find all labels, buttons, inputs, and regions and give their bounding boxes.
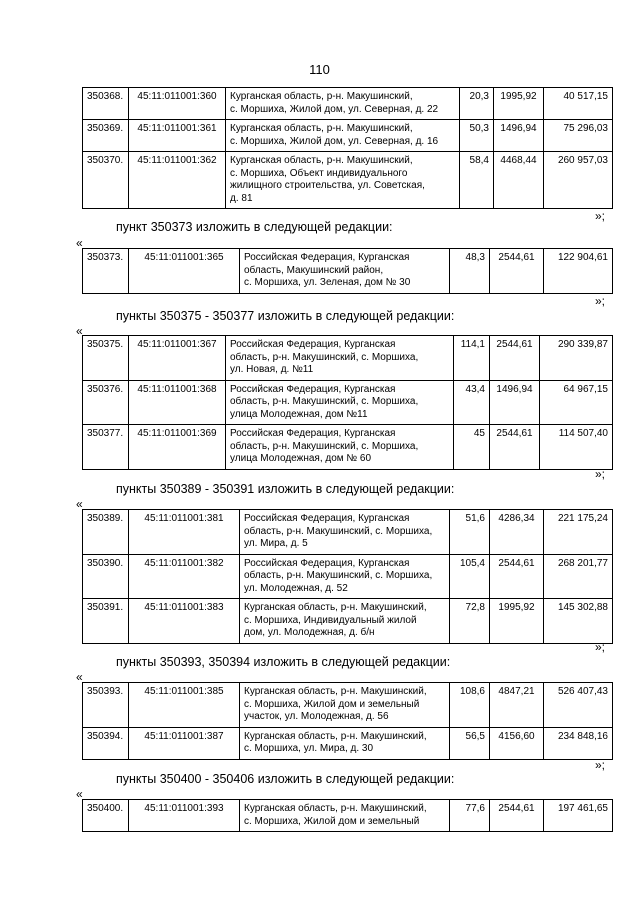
rate-cell: 1995,92 <box>490 599 544 644</box>
value-cell: 75 296,03 <box>544 120 613 152</box>
address-cell <box>240 599 450 644</box>
address-line: Курганская область, р-н. Макушинский, <box>244 730 427 742</box>
table-row <box>83 336 613 381</box>
value-cell: 197 461,65 <box>544 800 613 832</box>
table-2 <box>82 248 613 294</box>
address-line: Курганская область, р-н. Макушинский, <box>230 123 413 134</box>
rate-cell: 4286,34 <box>490 510 544 555</box>
address-cell <box>240 727 450 759</box>
table-row <box>83 510 613 555</box>
rate-cell: 1496,94 <box>494 120 544 152</box>
section-heading: пункты 350375 - 350377 изложить в следующей редакции: <box>116 309 455 323</box>
address-line: с. Моршиха, ул. Мира, д. 30 <box>244 743 374 754</box>
rate-cell: 1995,92 <box>494 88 544 120</box>
area-cell: 45 <box>454 425 490 470</box>
rate-cell: 2544,61 <box>490 336 540 381</box>
open-mark: « <box>76 787 83 801</box>
row-number-cell: 350389. <box>83 510 129 555</box>
cadastral-number-cell: 45:11:011001:361 <box>129 120 226 152</box>
table-row <box>83 152 613 209</box>
cadastral-number-cell: 45:11:011001:367 <box>129 336 226 381</box>
row-number-cell: 350373. <box>83 249 129 294</box>
row-number-cell: 350394. <box>83 727 129 759</box>
address-line: ул. Молодежная, д. 52 <box>244 582 348 594</box>
address-line: улица Молодежная, дом № 60 <box>230 453 372 464</box>
area-cell: 114,1 <box>454 336 490 381</box>
value-cell: 290 339,87 <box>540 336 613 381</box>
address-line: Российская Федерация, Курганская <box>230 428 396 439</box>
address-line: с. Моршиха, Жилой дом и земельный <box>244 698 420 710</box>
area-cell: 56,5 <box>450 727 490 759</box>
address-line: Российская Федерация, Курганская <box>244 252 410 263</box>
value-cell: 268 201,77 <box>544 554 613 599</box>
address-line: область, р-н. Макушинский, с. Моршиха, <box>230 351 419 363</box>
address-cell <box>240 683 450 728</box>
address-cell <box>226 88 460 120</box>
address-line: Российская Федерация, Курганская <box>244 557 410 569</box>
cadastral-number-cell: 45:11:011001:368 <box>129 380 226 425</box>
table-4 <box>82 509 613 644</box>
row-number-cell: 350377. <box>83 425 129 470</box>
table-row <box>83 554 613 599</box>
table-1 <box>82 87 613 209</box>
address-cell <box>240 554 450 599</box>
cadastral-number-cell: 45:11:011001:365 <box>129 249 240 294</box>
area-cell: 51,6 <box>450 510 490 555</box>
cadastral-number-cell: 45:11:011001:383 <box>129 599 240 644</box>
value-cell: 234 848,16 <box>544 727 613 759</box>
rate-cell: 4847,21 <box>490 683 544 728</box>
area-cell: 58,4 <box>460 152 494 209</box>
row-number-cell: 350369. <box>83 120 129 152</box>
address-line: область, р-н. Макушинский, с. Моршиха, <box>244 570 433 581</box>
address-line: Российская Федерация, Курганская <box>244 513 410 524</box>
cadastral-number-cell: 45:11:011001:362 <box>129 152 226 209</box>
address-line: Курганская область, р-н. Макушинский, <box>244 803 427 814</box>
area-cell: 20,3 <box>460 88 494 120</box>
table-row <box>83 683 613 728</box>
area-cell: 50,3 <box>460 120 494 152</box>
section-heading: пункты 350389 - 350391 изложить в следующей редакции: <box>116 482 455 496</box>
open-mark: « <box>76 670 83 684</box>
address-line: с. Моршиха, Жилой дом, ул. Северная, д. 22 <box>230 103 439 115</box>
area-cell: 105,4 <box>450 554 490 599</box>
table-row <box>83 249 613 294</box>
value-cell: 40 517,15 <box>544 88 613 120</box>
table-row <box>83 727 613 759</box>
value-cell: 122 904,61 <box>544 249 613 294</box>
address-line: область, Макушинский район, <box>244 264 384 276</box>
cadastral-number-cell: 45:11:011001:360 <box>129 88 226 120</box>
table-row <box>83 599 613 644</box>
value-cell: 145 302,88 <box>544 599 613 644</box>
cadastral-number-cell: 45:11:011001:385 <box>129 683 240 728</box>
address-line: с. Моршиха, Индивидуальный жилой <box>244 614 417 626</box>
address-line: Российская Федерация, Курганская <box>230 339 396 350</box>
open-mark: « <box>76 236 83 250</box>
cadastral-number-cell: 45:11:011001:393 <box>129 800 240 832</box>
table-row <box>83 120 613 152</box>
section-heading: пункты 350400 - 350406 изложить в следующей редакции: <box>116 772 455 786</box>
row-number-cell: 350375. <box>83 336 129 381</box>
rate-cell: 2544,61 <box>490 800 544 832</box>
cadastral-number-cell: 45:11:011001:382 <box>129 554 240 599</box>
address-line: жилищного строительства, ул. Советская, <box>230 180 425 191</box>
address-line: Курганская область, р-н. Макушинский, <box>244 602 427 613</box>
area-cell: 108,6 <box>450 683 490 728</box>
table-row <box>83 88 613 120</box>
address-line: д. 81 <box>230 192 253 204</box>
area-cell: 77,6 <box>450 800 490 832</box>
address-line: с. Моршиха, Объект индивидуального <box>230 167 408 179</box>
section-heading: пункты 350393, 350394 изложить в следующей редакции: <box>116 655 451 669</box>
address-line: с. Моршиха, Жилой дом и земельный <box>244 815 420 827</box>
rate-cell: 2544,61 <box>490 249 544 294</box>
address-line: Курганская область, р-н. Макушинский, <box>230 155 413 166</box>
close-mark: »; <box>595 294 606 308</box>
area-cell: 43,4 <box>454 380 490 425</box>
address-cell <box>226 120 460 152</box>
address-cell <box>226 152 460 209</box>
row-number-cell: 350368. <box>83 88 129 120</box>
page-number: 110 <box>309 62 330 77</box>
address-line: ул. Новая, д. №11 <box>230 364 314 375</box>
value-cell: 221 175,24 <box>544 510 613 555</box>
area-cell: 72,8 <box>450 599 490 644</box>
row-number-cell: 350393. <box>83 683 129 728</box>
row-number-cell: 350400. <box>83 800 129 832</box>
address-line: улица Молодежная, дом №11 <box>230 408 368 420</box>
close-mark: »; <box>595 467 606 481</box>
value-cell: 114 507,40 <box>540 425 613 470</box>
close-mark: »; <box>595 209 606 223</box>
area-cell: 48,3 <box>450 249 490 294</box>
address-line: область, р-н. Макушинский, с. Моршиха, <box>244 525 433 537</box>
table-6 <box>82 799 613 832</box>
row-number-cell: 350376. <box>83 380 129 425</box>
address-line: ул. Мира, д. 5 <box>244 538 308 549</box>
section-heading: пункт 350373 изложить в следующей редакции: <box>116 220 393 234</box>
table-row <box>83 380 613 425</box>
address-line: Курганская область, р-н. Макушинский, <box>230 91 413 102</box>
table-row <box>83 800 613 832</box>
rate-cell: 1496,94 <box>490 380 540 425</box>
address-line: область, р-н. Макушинский, с. Моршиха, <box>230 440 419 452</box>
address-cell <box>240 249 450 294</box>
address-line: с. Моршиха, ул. Зеленая, дом № 30 <box>244 277 411 288</box>
address-cell <box>226 425 454 470</box>
address-line: с. Моршиха, Жилой дом, ул. Северная, д. 16 <box>230 135 439 147</box>
address-cell <box>240 800 450 832</box>
cadastral-number-cell: 45:11:011001:381 <box>129 510 240 555</box>
address-cell <box>240 510 450 555</box>
address-line: дом, ул. Молодежная, д. б/н <box>244 627 375 638</box>
address-line: Курганская область, р-н. Макушинский, <box>244 686 427 697</box>
cadastral-number-cell: 45:11:011001:387 <box>129 727 240 759</box>
value-cell: 526 407,43 <box>544 683 613 728</box>
open-mark: « <box>76 324 83 338</box>
address-cell <box>226 380 454 425</box>
address-line: участок, ул. Молодежная, д. 56 <box>244 711 389 722</box>
value-cell: 260 957,03 <box>544 152 613 209</box>
rate-cell: 4156,60 <box>490 727 544 759</box>
address-line: область, р-н. Макушинский, с. Моршиха, <box>230 396 419 407</box>
rate-cell: 2544,61 <box>490 554 544 599</box>
close-mark: »; <box>595 640 606 654</box>
rate-cell: 4468,44 <box>494 152 544 209</box>
table-row <box>83 425 613 470</box>
address-line: Российская Федерация, Курганская <box>230 383 396 395</box>
table-5 <box>82 682 613 760</box>
rate-cell: 2544,61 <box>490 425 540 470</box>
open-mark: « <box>76 497 83 511</box>
row-number-cell: 350390. <box>83 554 129 599</box>
value-cell: 64 967,15 <box>540 380 613 425</box>
cadastral-number-cell: 45:11:011001:369 <box>129 425 226 470</box>
address-cell <box>226 336 454 381</box>
close-mark: »; <box>595 758 606 772</box>
row-number-cell: 350370. <box>83 152 129 209</box>
row-number-cell: 350391. <box>83 599 129 644</box>
table-3 <box>82 335 613 470</box>
